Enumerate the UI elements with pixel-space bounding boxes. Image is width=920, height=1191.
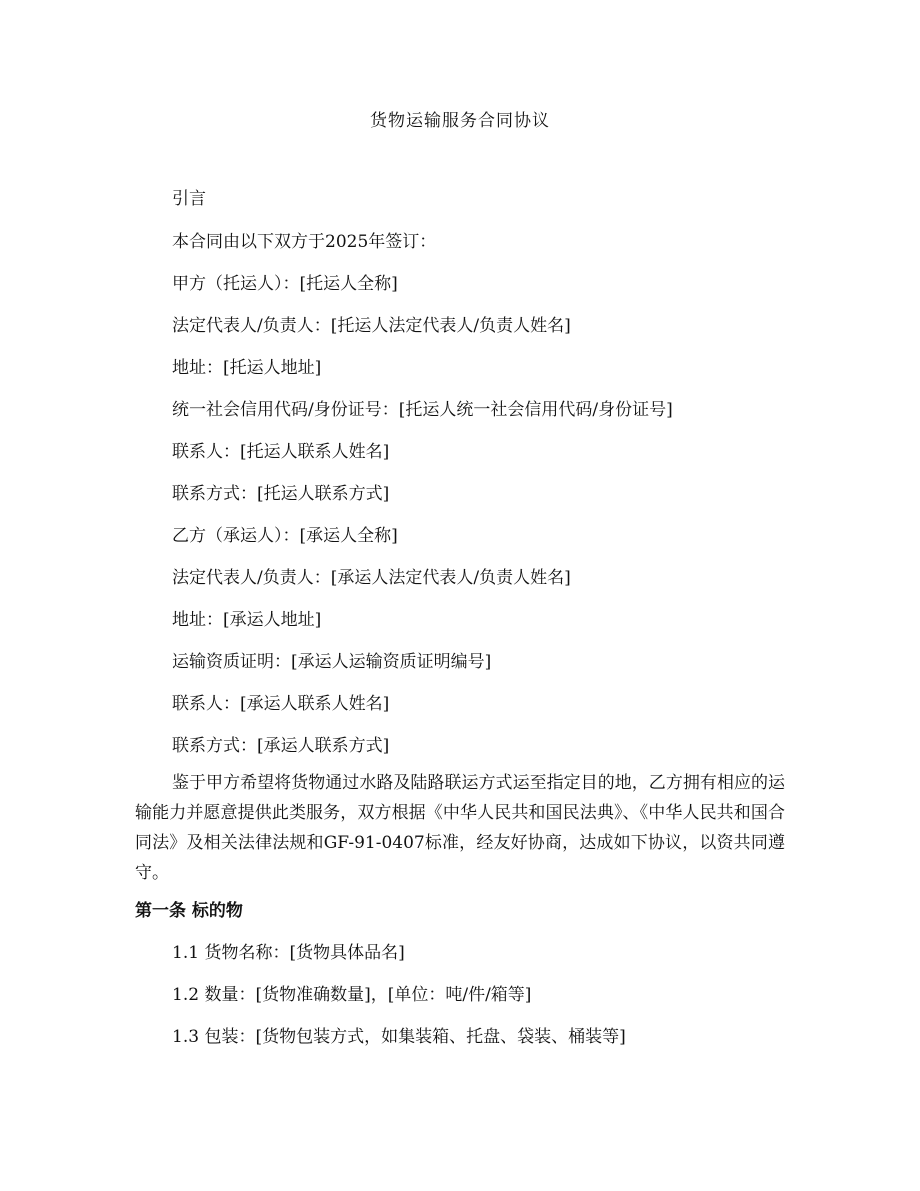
intro-line-party-b: 乙方（承运人）：[承运人全称]	[172, 526, 398, 546]
preamble-paragraph: 鉴于甲方希望将货物通过水路及陆路联运方式运至指定目的地，乙方拥有相应的运输能力并愿意提供此类服务，双方根据《中华人民共和国民法典》、《中华人民共和国合同法》及相关法律法规和GF-91-0407标准，经友好协商，达成如下协议，以资共同遵守。	[135, 773, 785, 883]
intro-line-party-b-address: 地址：[承运人地址]	[172, 610, 322, 630]
intro-line-party-a-address: 地址：[托运人地址]	[172, 358, 322, 378]
intro-line-party-b-license: 运输资质证明：[承运人运输资质证明编号]	[172, 652, 492, 672]
intro-line-party-b-contact: 联系人：[承运人联系人姓名]	[172, 694, 390, 714]
intro-line-party-a-representative: 法定代表人/负责人：[托运人法定代表人/负责人姓名]	[172, 316, 571, 336]
intro-line-signing: 本合同由以下双方于2025年签订：	[172, 232, 437, 252]
section-1-item-packaging: 1.3 包装：[货物包装方式，如集装箱、托盘、袋装、桶装等]	[172, 1027, 626, 1047]
intro-line-party-a: 甲方（托运人）：[托运人全称]	[172, 274, 398, 294]
section-1-item-quantity: 1.2 数量：[货物准确数量]，[单位：吨/件/箱等]	[172, 985, 532, 1005]
section-1-heading: 第一条 标的物	[135, 901, 243, 921]
intro-heading: 引言	[172, 189, 206, 209]
intro-line-party-a-credit-code: 统一社会信用代码/身份证号：[托运人统一社会信用代码/身份证号]	[172, 400, 673, 420]
section-1-item-goods-name: 1.1 货物名称：[货物具体品名]	[172, 943, 405, 963]
intro-line-party-a-contact: 联系人：[托运人联系人姓名]	[172, 442, 390, 462]
intro-line-party-a-phone: 联系方式：[托运人联系方式]	[172, 484, 390, 504]
intro-line-party-b-representative: 法定代表人/负责人：[承运人法定代表人/负责人姓名]	[172, 568, 571, 588]
intro-line-party-b-phone: 联系方式：[承运人联系方式]	[172, 736, 390, 756]
document-title: 货物运输服务合同协议	[370, 111, 550, 131]
